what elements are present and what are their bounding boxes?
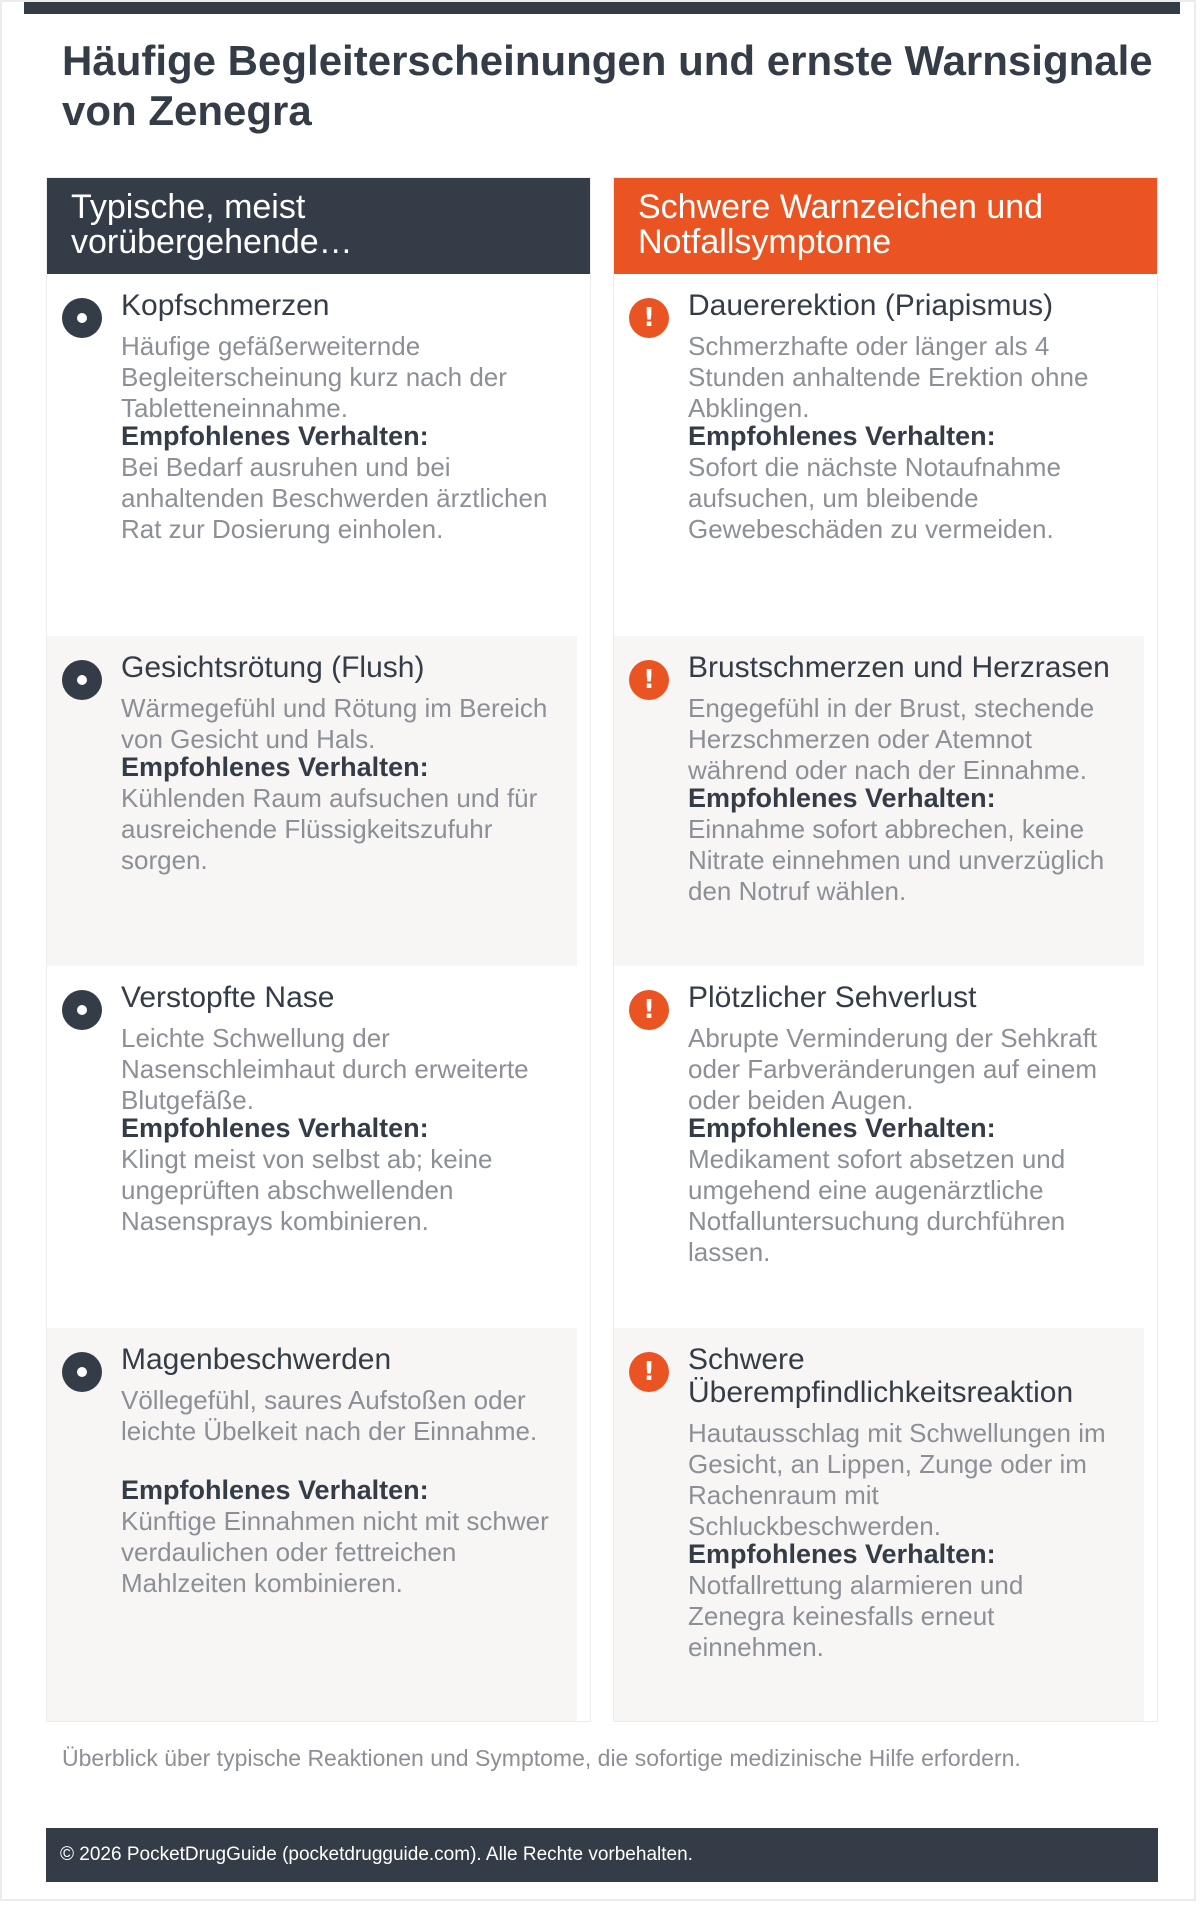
side-effect-description: Häufige gefäßerweiternde Begleiterscheinung kurz nach der Tabletteneinnahme.: [121, 331, 507, 423]
warning-description: Hautausschlag mit Schwellungen im Gesicht, an Lippen, Zunge oder im Rachenraum mit Schluckbeschwerden.: [688, 1418, 1106, 1541]
action-text: Bei Bedarf ausruhen und bei anhaltenden Beschwerden ärztlichen Rat zur Dosierung einholen.: [121, 452, 548, 544]
action-label: Empfohlenes Verhalten:: [688, 1113, 996, 1143]
exclamation-circle-icon: !: [629, 660, 669, 700]
exclamation-circle-icon: !: [629, 990, 669, 1030]
side-effect-item: [47, 1328, 577, 1721]
side-effect-title: Gesichtsrötung (Flush): [121, 651, 425, 684]
exclamation-circle-icon: !: [629, 298, 669, 338]
side-effect-description: Leichte Schwellung der Nasenschleimhaut durch erweiterte Blutgefäße.: [121, 1023, 529, 1115]
side-effect-item: [47, 636, 577, 966]
action-text: Notfallrettung alarmieren und Zenegra keinesfalls erneut einnehmen.: [688, 1570, 1024, 1662]
action-label: Empfohlenes Verhalten:: [688, 1539, 996, 1569]
warning-item: [614, 966, 1157, 1328]
action-label: Empfohlenes Verhalten:: [688, 783, 996, 813]
action-text: Künftige Einnahmen nicht mit schwer verdaulichen oder fettreichen Mahlzeiten kombinieren.: [121, 1506, 549, 1598]
emergency-symptoms-column: [613, 177, 1158, 1722]
action-label: Empfohlenes Verhalten:: [121, 1475, 429, 1505]
warning-description: Engegefühl in der Brust, stechende Herzschmerzen oder Atemnot während oder nach der Einnahme.: [688, 693, 1095, 785]
top-accent-bar: [24, 2, 1180, 14]
side-effect-description: Wärmegefühl und Rötung im Bereich von Gesicht und Hals.: [121, 693, 548, 754]
common-column-heading: Typische, meist vorübergehende…: [47, 178, 590, 274]
action-label: Empfohlenes Verhalten:: [121, 421, 429, 451]
warning-item: [614, 274, 1157, 636]
copyright-footer: © 2026 PocketDrugGuide (pocketdrugguide.com). Alle Rechte vorbehalten.: [46, 1828, 1158, 1882]
dot-circle-icon: [62, 990, 102, 1030]
dot-circle-icon: [62, 660, 102, 700]
warning-item: [614, 636, 1144, 966]
side-effect-item: [47, 966, 590, 1328]
page-title: Häufige Begleiterscheinungen und ernste Warnsignale von Zenegra: [62, 37, 1153, 134]
action-text: Einnahme sofort abbrechen, keine Nitrate einnehmen und unverzüglich den Notruf wählen.: [688, 814, 1105, 906]
side-effect-title: Kopfschmerzen: [121, 289, 330, 322]
caption: Überblick über typische Reaktionen und Symptome, die sofortige medizinische Hilfe erfordern.: [62, 1745, 1021, 1771]
side-effect-title: Magenbeschwerden: [121, 1343, 392, 1376]
side-effect-item: [47, 274, 590, 636]
warning-description: Schmerzhafte oder länger als 4 Stunden anhaltende Erektion ohne Abklingen.: [688, 331, 1089, 423]
common-side-effects-column: [46, 177, 591, 1722]
action-text: Sofort die nächste Notaufnahme aufsuchen, um bleibende Gewebeschäden zu vermeiden.: [688, 452, 1061, 544]
exclamation-circle-icon: !: [629, 1352, 669, 1392]
warning-title: Dauererektion (Priapismus): [688, 289, 1054, 322]
action-text: Medikament sofort absetzen und umgehend eine augenärztliche Notfalluntersuchung durchführen lassen.: [688, 1144, 1066, 1267]
action-text: Kühlenden Raum aufsuchen und für ausreichende Flüssigkeitszufuhr sorgen.: [121, 783, 538, 875]
side-effect-title: Verstopfte Nase: [121, 981, 335, 1014]
emergency-column-heading: Schwere Warnzeichen und Notfallsymptome: [614, 178, 1157, 274]
action-text: Klingt meist von selbst ab; keine ungeprüften abschwellenden Nasensprays kombinieren.: [121, 1144, 493, 1236]
dot-circle-icon: [62, 298, 102, 338]
action-label: Empfohlenes Verhalten:: [121, 752, 429, 782]
warning-title: Brustschmerzen und Herzrasen: [688, 651, 1110, 684]
action-label: Empfohlenes Verhalten:: [688, 421, 996, 451]
warning-description: Abrupte Verminderung der Sehkraft oder Farbveränderungen auf einem oder beiden Augen.: [688, 1023, 1098, 1115]
action-label: Empfohlenes Verhalten:: [121, 1113, 429, 1143]
warning-title: Schwere Überempfindlichkeitsreaktion: [688, 1343, 1074, 1409]
warning-item: [614, 1328, 1144, 1721]
side-effect-description: Völlegefühl, saures Aufstoßen oder leichte Übelkeit nach der Einnahme.: [121, 1385, 538, 1446]
warning-title: Plötzlicher Sehverlust: [688, 981, 977, 1014]
dot-circle-icon: [62, 1352, 102, 1392]
